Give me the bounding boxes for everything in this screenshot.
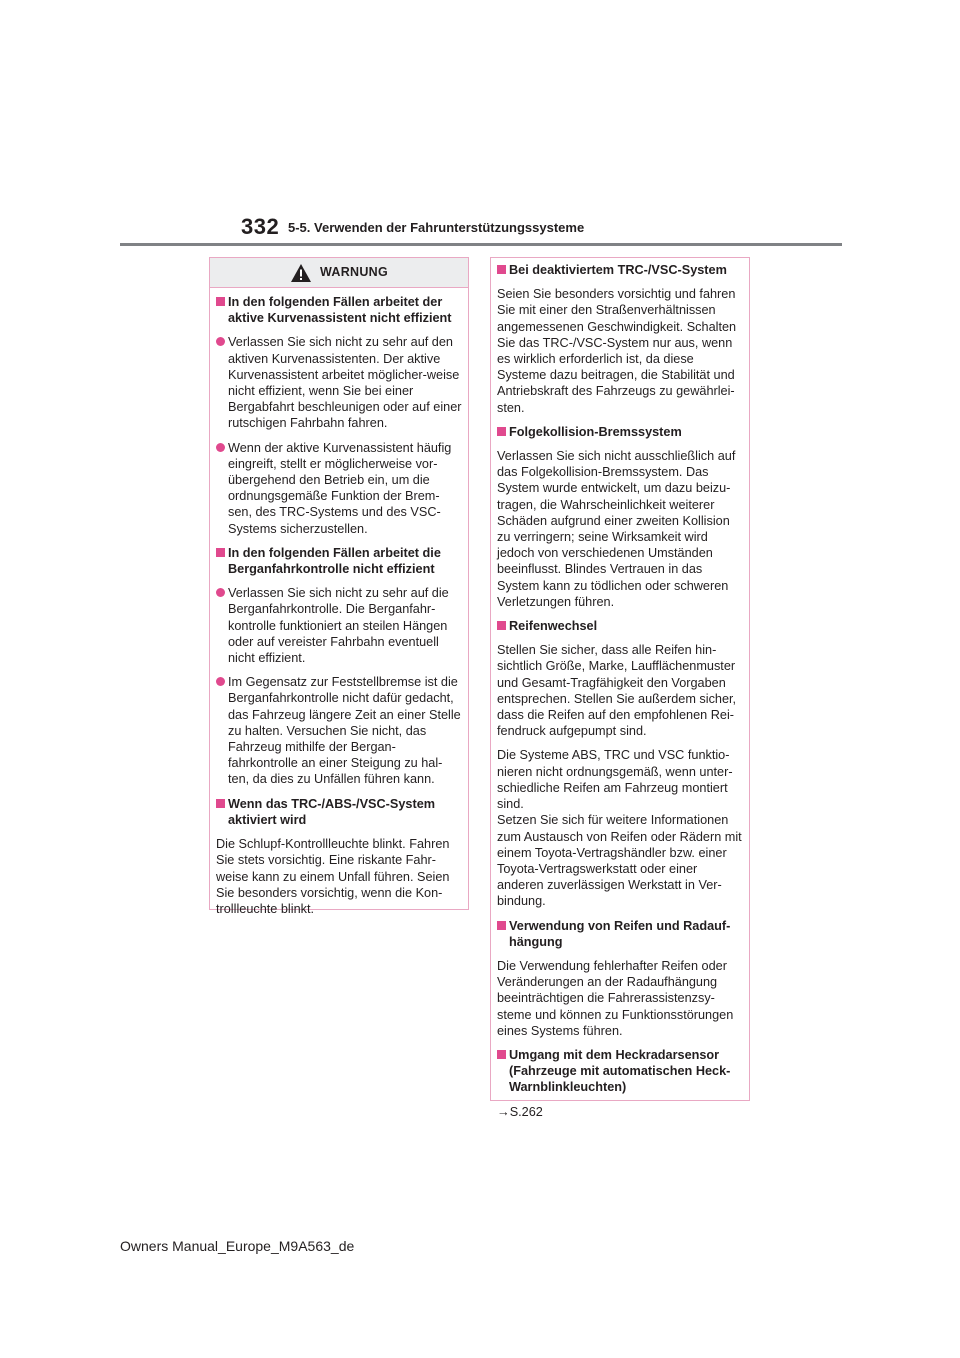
square-bullet-icon (497, 918, 509, 934)
warning-triangle-icon (290, 263, 312, 283)
heading-collision-brake: Folgekollision-Bremssystem (497, 424, 743, 440)
circle-bullet-icon (216, 334, 228, 350)
paragraph: Verlassen Sie sich nicht ausschließlich auf das Folgekollision-Bremssystem. Das System wurde entwickelt, um dazu beizu-tragen, die Wahrscheinlichkeit weiterer Schäden aufgrund einer zweiten Kollision zu verringern; seine Wirksamkeit wird jedoch von verschiedenen Umständen beeinflusst. Blindes Vertrauen in das System kann zu tödlichen oder schweren Verletzungen führen. (497, 449, 736, 609)
square-bullet-icon (216, 294, 228, 310)
warning-heading-hill-start: In den folgenden Fällen arbeitet die Berganfahrkontrolle nicht effizient (216, 545, 462, 577)
header-divider (120, 243, 842, 246)
circle-bullet-icon (216, 674, 228, 690)
warning-heading-curve-assist: In den folgenden Fällen arbeitet der aktive Kurvenassistent nicht effizient (216, 294, 462, 326)
warning-bullet: Verlassen Sie sich nicht zu sehr auf den aktiven Kurvenassistenten. Der aktive Kurvenassistent arbeitet möglicher-weise nicht effizient, wenn Sie bei einer Bergabfahrt beschleunigen oder auf einer rutschigen Fahrbahn fahren. (216, 334, 462, 431)
section-title: 5-5. Verwenden der Fahrunterstützungssysteme (288, 220, 585, 235)
paragraph: Seien Sie besonders vorsichtig und fahren Sie mit einer den Straßenverhältnissen angemessenen Geschwindigkeit. Schalten Sie das TRC-/VSC-System nur aus, wenn es wirklich erforderlich ist, da diese Systeme dazu beitragen, die Stabilität und Antriebskraft des Fahrzeugs zu gewährlei-sten. (497, 287, 737, 415)
warning-paragraph: Die Schlupf-Kontrollleuchte blinkt. Fahren Sie stets vorsichtig. Eine riskante Fahr-weise kann zu einem Unfall führen. Seien Sie besonders vorsichtig, wenn die Kon-trollleuchte blinkt. (216, 837, 450, 916)
square-bullet-icon (497, 424, 509, 440)
square-bullet-icon (497, 618, 509, 634)
warning-box-continued (490, 257, 750, 1119)
square-bullet-icon (497, 1047, 509, 1063)
warning-bullet: Im Gegensatz zur Feststellbremse ist die Berganfahrkontrolle nicht dafür gedacht, das Fahrzeug längere Zeit an einer Stelle zu halten. Versuchen Sie nicht, das Fahrzeug mithilfe der Bergan-fahrkontrolle an einer Steigung zu hal-ten, da dies zu Unfällen führen kann. (216, 674, 462, 787)
heading-rear-radar: Umgang mit dem Heckradarsensor (Fahrzeuge mit automatischen Heck-Warnblinkleuchten) (497, 1047, 743, 1096)
warning-title: WARNUNG (319, 265, 389, 280)
circle-bullet-icon (216, 440, 228, 456)
paragraph: Stellen Sie sicher, dass alle Reifen hin-sichtlich Größe, Marke, Laufflächenmuster und Gesamt-Tragfähigkeit den Vorgaben entsprechen. Stellen Sie außerdem sicher, dass die Reifen auf den empfohlenen Rei-fendruck aufgepumpt sind. (497, 643, 737, 739)
square-bullet-icon (216, 545, 228, 561)
circle-bullet-icon (216, 585, 228, 601)
paragraph: Die Verwendung fehlerhafter Reifen oder Veränderungen an der Radaufhängung beeinträchtigen die Fahrerassistenzsy-steme und können zu Funktionsstörungen eines Systems führen. (497, 958, 734, 1038)
footer-document-id: Owners Manual_Europe_M9A563_de (120, 1238, 355, 1254)
warning-header (210, 258, 468, 288)
heading-tires-suspension: Verwendung von Reifen und Radauf-hängung (497, 918, 743, 950)
square-bullet-icon (216, 796, 228, 812)
warning-bullet: Wenn der aktive Kurvenassistent häufig eingreift, stellt er möglicherweise vor-übergehend den Betrieb ein, um die ordnungsgemäße Funktion der Brem-sen, des TRC-Systems und des VSC-Systems sicherzustellen. (216, 440, 462, 537)
warning-bullet: Verlassen Sie sich nicht zu sehr auf die Berganfahrkontrolle. Die Berganfahr-kontrolle funktioniert an steilen Hängen oder auf vereister Fahrbahn eventuell nicht effizient. (216, 585, 462, 666)
paragraph: Die Systeme ABS, TRC und VSC funktio-nieren nicht ordnungsgemäß, wenn unter-schiedliche Reifen am Fahrzeug montiert sind. Setzen Sie sich für weitere Informationen zum Austausch von Reifen oder Rädern mit einem Toyota-Vertragshändler bzw. einer Toyota-Vertragswerkstatt oder einer anderen zuverlässigen Werkstatt in Ver-bindung. (497, 748, 742, 909)
warning-heading-trc-active: Wenn das TRC-/ABS-/VSC-System aktiviert wird (216, 796, 462, 828)
heading-trc-deactivated: Bei deaktiviertem TRC-/VSC-System (497, 262, 743, 278)
heading-tire-change: Reifenwechsel (497, 618, 743, 634)
page-number: 332 (241, 214, 280, 239)
square-bullet-icon (497, 262, 509, 278)
page-reference: →S.262 (497, 1104, 543, 1119)
warning-box (209, 257, 469, 916)
